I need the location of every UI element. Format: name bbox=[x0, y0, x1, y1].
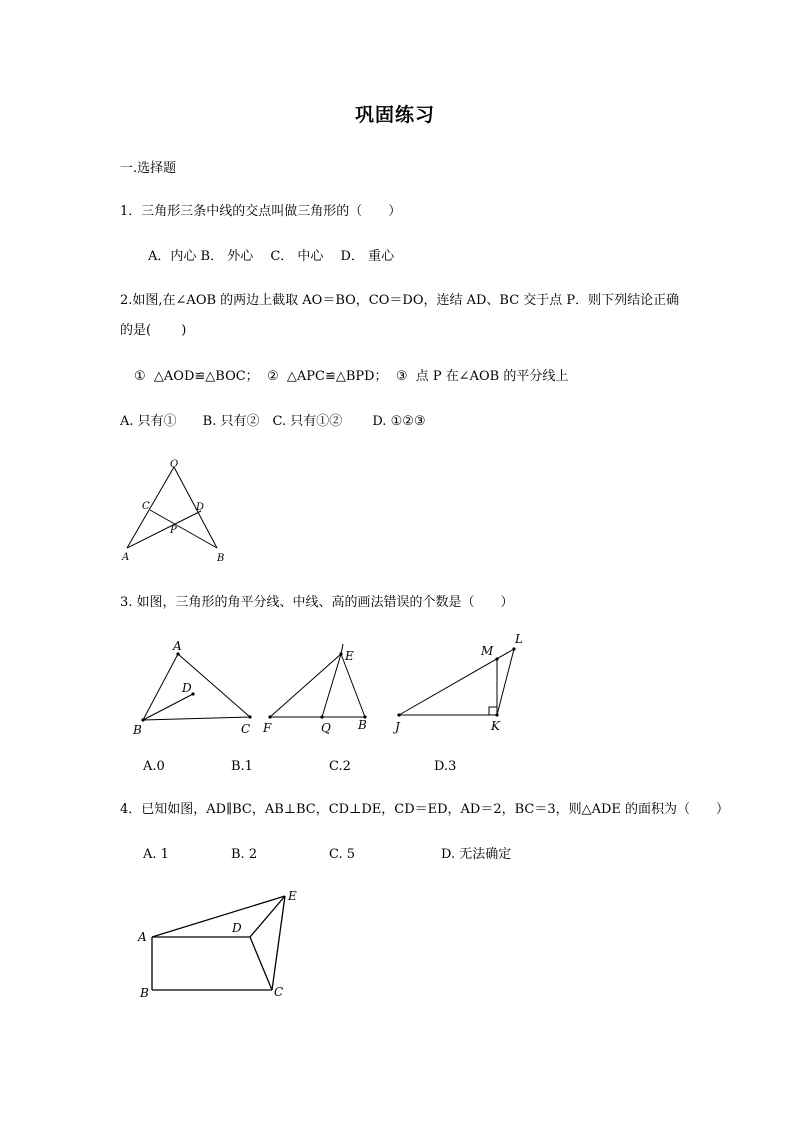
q2-statements: ① △AOD≌△BOC； ② △APC≌△BPD； ③ 点 P 在∠AOB 的平分线上 bbox=[134, 369, 569, 384]
q4-option-a: A. 1 bbox=[143, 847, 169, 862]
q2-stem-line1: 2.如图,在∠AOB 的两边上截取 AO＝BO，CO＝DO，连结 AD、BC 交于点 P．则下列结论正确 bbox=[120, 293, 680, 308]
point-F bbox=[268, 715, 271, 718]
segment-EC bbox=[272, 896, 285, 990]
label-O: O bbox=[170, 459, 179, 470]
label-E: E bbox=[288, 889, 297, 903]
segment-EB bbox=[341, 654, 365, 717]
point-Q bbox=[320, 715, 323, 718]
label-F: F bbox=[263, 721, 272, 735]
q3-option-c: C.2 bbox=[329, 759, 351, 774]
point-D bbox=[191, 692, 194, 695]
label-M: M bbox=[481, 644, 494, 658]
label-Q: Q bbox=[321, 721, 331, 735]
label-B: B bbox=[217, 553, 225, 564]
label-B2: B bbox=[358, 718, 367, 732]
segment-AB bbox=[143, 654, 178, 720]
segment-AE bbox=[152, 896, 285, 937]
section-heading: 一.选择题 bbox=[120, 161, 177, 176]
point-J bbox=[397, 713, 400, 716]
label-A: A bbox=[173, 639, 182, 653]
label-B: B bbox=[133, 723, 142, 737]
label-E: E bbox=[345, 649, 354, 663]
label-A: A bbox=[122, 552, 130, 563]
label-D: D bbox=[232, 921, 242, 935]
label-D: D bbox=[196, 502, 205, 513]
q1-stem: 1．三角形三条中线的交点叫做三角形的（ ） bbox=[120, 204, 402, 219]
label-K: K bbox=[491, 719, 500, 733]
q4-option-d: D. 无法确定 bbox=[441, 847, 512, 862]
segment-BD bbox=[143, 694, 193, 720]
right-angle-mark bbox=[489, 707, 497, 715]
label-B: B bbox=[140, 986, 149, 1000]
segment-FE bbox=[270, 654, 341, 717]
q4-figure bbox=[130, 880, 310, 1005]
segment-EQ bbox=[322, 654, 341, 717]
q4-option-b: B. 2 bbox=[231, 847, 258, 862]
q3-option-a: A.0 bbox=[143, 759, 165, 774]
label-D: D bbox=[182, 681, 192, 695]
label-C: C bbox=[142, 501, 150, 512]
segment-BC bbox=[143, 717, 250, 720]
point-C bbox=[248, 715, 251, 718]
label-A: A bbox=[138, 930, 147, 944]
label-L: L bbox=[515, 632, 523, 646]
label-C: C bbox=[274, 985, 284, 999]
point-E bbox=[339, 652, 342, 655]
label-J: J bbox=[395, 720, 400, 734]
segment-DC bbox=[250, 937, 272, 990]
q3-option-d: D.3 bbox=[434, 759, 457, 774]
segment-KL bbox=[497, 649, 514, 715]
q3-stem: 3. 如图，三角形的角平分线、中线、高的画法错误的个数是（ ） bbox=[120, 595, 514, 610]
label-C: C bbox=[241, 722, 251, 736]
q4-stem: 4．已知如图，AD∥BC，AB⊥BC，CD⊥DE，CD＝ED，AD＝2，BC＝3，则△ADE 的面积为（ ） bbox=[120, 802, 730, 817]
point-M bbox=[495, 657, 498, 660]
point-B bbox=[141, 718, 144, 721]
point-L bbox=[512, 647, 515, 650]
point-K bbox=[495, 713, 498, 716]
q2-stem-line2: 的是( ) bbox=[120, 323, 187, 338]
q3-option-b: B.1 bbox=[231, 759, 253, 774]
q4-option-c: C. 5 bbox=[329, 847, 356, 862]
q3-figure bbox=[125, 630, 545, 740]
q2-options: A. 只有① B. 只有② C. 只有①② D. ①②③ bbox=[120, 414, 426, 429]
label-P: P bbox=[170, 525, 177, 536]
q2-figure bbox=[110, 455, 250, 570]
q1-options: A．内心 B． 外心 C． 中心 D． 重心 bbox=[148, 249, 395, 264]
page-title: 巩固练习 bbox=[355, 104, 436, 126]
